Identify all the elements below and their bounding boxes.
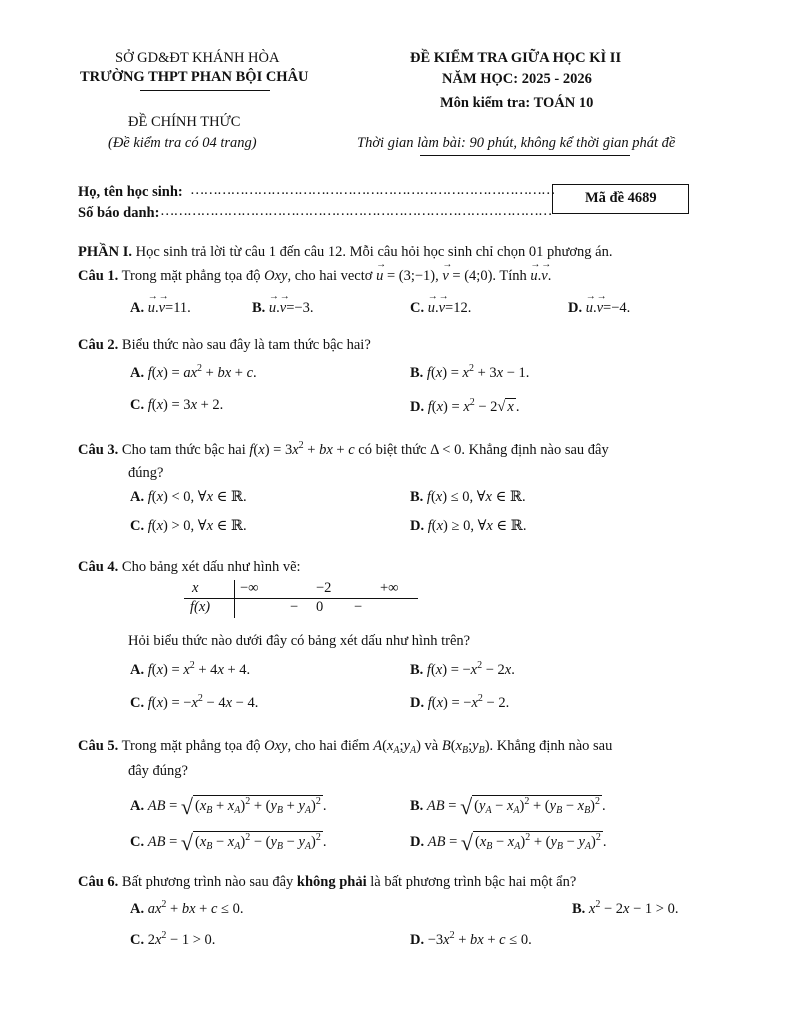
q2-b-label: B. [410, 365, 424, 381]
q3-delta: Δ < 0 [430, 442, 462, 458]
q5-text-b: , cho hai điểm [287, 738, 370, 754]
q6-text-a: Bất phương trình nào sau đây [121, 874, 294, 890]
q1-option-c[interactable]: C. → u.→ v=12. [410, 300, 471, 317]
subject: Môn kiểm tra: TOÁN 10 [440, 95, 594, 111]
q6-text-b: là bất phương trình bậc hai một ẩn? [370, 874, 577, 890]
q1-text-c: . Tính [492, 268, 527, 284]
q5-option-b[interactable]: B. AB = √ $(y_A - x_A)^2 + (y_B - x_B)^2$ . [410, 794, 606, 819]
q3-label: Câu 3. [78, 442, 119, 458]
q3-c-label: C. [130, 518, 145, 534]
q4-stem [78, 559, 301, 576]
q5-a-label: A. [130, 798, 145, 814]
q1-a-label: A. [130, 300, 145, 316]
q5-label: Câu 5. [78, 738, 119, 754]
q6-b-label: B. [572, 901, 586, 917]
q5-text-d: . Khẳng định nào sau [489, 738, 613, 754]
q3-stem-2: đúng? [128, 465, 164, 481]
q3-b-label: B. [410, 489, 424, 505]
school-underline [140, 90, 270, 91]
q1-option-a[interactable]: A. → u.→ v=11. [130, 300, 191, 317]
part1-label: PHẦN I. [78, 244, 132, 260]
q4-b-label: B. [410, 662, 424, 678]
q1-d-label: D. [568, 300, 583, 316]
q5-stem-2: đây đúng? [128, 763, 188, 779]
q5-option-d[interactable]: D. AB = √ $(x_B - x_A)^2 + (y_B - y_A)^2$ . [410, 830, 607, 855]
q6-option-d[interactable]: D. $-3x^2$ + bx + c ≤ 0. [410, 930, 532, 948]
q6-option-a[interactable]: A. $ax^2$ + bx + c ≤ 0. [130, 899, 244, 917]
q2-option-c[interactable]: C. f(x) = 3x + 2. [130, 397, 224, 413]
q4-option-a[interactable]: A. $f(x) = x^2 + 4x + 4$. [130, 660, 251, 678]
q2-d-label: D. [410, 399, 425, 415]
school-name: TRƯỜNG THPT PHAN BỘI CHÂU [80, 69, 309, 85]
name-label: Họ, tên học sinh: [78, 184, 183, 200]
q1-oxy: Oxy [264, 268, 288, 284]
sign-table-zero: 0 [316, 599, 324, 615]
q2-c-label: C. [130, 397, 145, 413]
q2-a-label: A. [130, 365, 145, 381]
q1-c-value: =12. [445, 300, 472, 316]
id-field: …………………………………………………………………………… [160, 203, 552, 219]
q5-c-label: C. [130, 834, 145, 850]
q5-text-c: và [424, 738, 439, 754]
q2-option-a[interactable]: A. $f(x) = ax^2$ + bx + c. [130, 363, 257, 381]
q6-option-c[interactable]: C. $2x^2 - 1 > 0$. [130, 930, 216, 948]
q6-label: Câu 6. [78, 874, 119, 890]
q4-c-label: C. [130, 695, 145, 711]
q4-d-label: D. [410, 695, 425, 711]
q5-b-label: B. [410, 798, 424, 814]
sign-table-sign-right: − [354, 599, 363, 615]
exam-title: ĐỀ KIỂM TRA GIỮA HỌC KÌ II [410, 50, 622, 66]
q6-c-label: C. [130, 932, 145, 948]
q1-b-label: B. [252, 300, 266, 316]
time-underline [420, 155, 630, 156]
q3-option-b[interactable]: B. f(x) ≤ 0, ∀x ∈ ℝ. [410, 489, 526, 505]
sign-table-vline [234, 580, 235, 618]
q1-label: Câu 1. [78, 268, 119, 284]
q5-oxy: Oxy [264, 738, 288, 754]
sign-table-pos-inf: +∞ [380, 580, 399, 596]
q1-a-value: =11. [165, 300, 191, 316]
sign-table-neg-inf: −∞ [240, 580, 259, 596]
q3-stem [78, 440, 609, 459]
q2-label: Câu 2. [78, 337, 119, 353]
q1-option-b[interactable]: B. → u.→ v=−3. [252, 300, 313, 317]
sign-table-x-label: x [192, 580, 199, 596]
q3-text-c: . Khẳng định nào sau đây [461, 442, 609, 458]
q5-option-a[interactable]: A. AB = √ $(x_B + x_A)^2 + (y_B + y_A)^2$ . [130, 794, 327, 819]
q3-option-d[interactable]: D. f(x) ≥ 0, ∀x ∈ ℝ. [410, 518, 527, 534]
part1-text: Học sinh trả lời từ câu 1 đến câu 12. Mỗi câu hỏi học sinh chỉ chọn 01 phương án. [135, 244, 613, 260]
q1-text-b: , cho hai vectơ [287, 268, 373, 284]
q4-follow: Hỏi biểu thức nào dưới đây có bảng xét dấu như hình trên? [128, 633, 471, 649]
q4-label: Câu 4. [78, 559, 119, 575]
sign-table-sign-left: − [290, 599, 299, 615]
time-note: Thời gian làm bài: 90 phút, không kể thời gian phát đề [357, 135, 676, 151]
exam-code-box [552, 184, 689, 214]
id-label: Số báo danh: [78, 205, 160, 221]
q1-b-value: =−3. [286, 300, 314, 316]
q5-text-a: Trong mặt phẳng tọa độ [121, 738, 261, 754]
school-year: NĂM HỌC: 2025 - 2026 [442, 71, 592, 87]
official-label: ĐỀ CHÍNH THỨC [128, 114, 241, 130]
q3-text-a: Cho tam thức bậc hai [121, 442, 246, 458]
q4-text: Cho bảng xét dấu như hình vẽ: [121, 559, 301, 575]
pages-note: (Đề kiểm tra có 04 trang) [108, 135, 257, 151]
q4-option-d[interactable]: D. $f(x) = -x^2 - 2$. [410, 693, 510, 711]
q1-option-d[interactable]: D. → u.→ v=−4. [568, 300, 630, 317]
q2-text: Biểu thức nào sau đây là tam thức bậc hai? [121, 337, 371, 353]
q2-option-b[interactable]: B. $f(x) = x^2 + 3x - 1$. [410, 363, 530, 381]
q4-a-label: A. [130, 662, 145, 678]
dept-name: SỞ GD&ĐT KHÁNH HÒA [115, 50, 280, 66]
q2-option-d[interactable]: D. $f(x) = x^2 - 2√$ x . [410, 397, 520, 415]
q5-d-label: D. [410, 834, 425, 850]
q3-text-b: có biệt thức [358, 442, 427, 458]
q5-option-c[interactable]: C. AB = √ $(x_B - x_A)^2 - (y_B - y_A)^2$ . [130, 830, 327, 855]
q2-stem [78, 337, 371, 354]
sign-table-root: −2 [316, 580, 332, 596]
sign-table-hline [184, 598, 418, 599]
q1-vectors: → u = (3;−1), → v = (4;0) [376, 268, 492, 284]
q1-c-label: C. [410, 300, 425, 316]
name-field: ……………………………………………………………………… [190, 182, 555, 198]
q5-point-b: $B(x_B;y_B)$ [441, 738, 490, 756]
q3-option-a[interactable]: A. f(x) < 0, ∀x ∈ ℝ. [130, 489, 247, 505]
q6-option-b[interactable]: B. $x^2 - 2x - 1 > 0$. [572, 899, 679, 917]
q1-text-a: Trong mặt phẳng tọa độ [121, 268, 261, 284]
q3-d-label: D. [410, 518, 425, 534]
q6-a-label: A. [130, 901, 145, 917]
q5-point-a: $A(x_A;y_A)$ [373, 738, 421, 756]
q3-option-c[interactable]: C. f(x) > 0, ∀x ∈ ℝ. [130, 518, 247, 534]
q6-stem [78, 874, 576, 891]
q1-dot: → u.→ v. [530, 268, 551, 284]
q3-function: $f(x) = 3x^2$ + bx + c [249, 440, 355, 458]
q5-stem [78, 738, 612, 756]
q3-a-label: A. [130, 489, 145, 505]
q6-d-label: D. [410, 932, 425, 948]
q1-d-value: =−4. [603, 300, 631, 316]
sign-table-f-label: f(x) [190, 599, 211, 615]
q6-text-bold: không phải [296, 874, 367, 890]
exam-code: Mã đề 4689 [585, 190, 657, 206]
q4-option-c[interactable]: C. $f(x) = -x^2 - 4x - 4$. [130, 693, 259, 711]
q1-stem [78, 268, 551, 285]
q4-option-b[interactable]: B. $f(x) = -x^2 - 2x$. [410, 660, 515, 678]
